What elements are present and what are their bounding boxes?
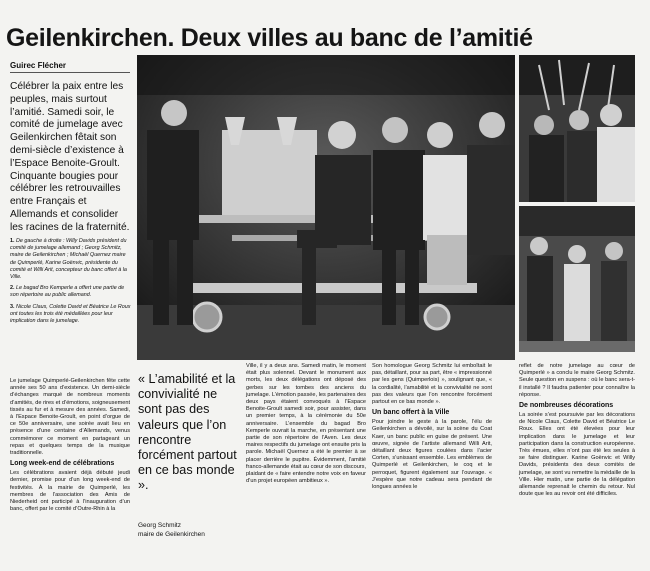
col5-subheading: De nombreuses décorations xyxy=(519,402,614,410)
lead-paragraph: Célébrer la paix entre les peuples, mais surtout l’amitié. Samedi soir, le comité de jumelage avec Geilenkirchen fêtait son demi-siècle d’existence à l’Espace Benoite-Groult. Cinquante bougies pour célébrer les retrouvailles entre Français et Allemands et consolider les racines de la fraternité. xyxy=(10,81,130,233)
byline: Guirec Flécher xyxy=(10,61,130,73)
photo-bench-ceremony-image xyxy=(137,55,515,360)
headline: Geilenkirchen. Deux villes au banc de l’amitié xyxy=(6,23,533,52)
col1-subheading: Long week-end de célébrations xyxy=(10,460,115,468)
pull-quote-author: Georg Schmitz maire de Geilenkirchen xyxy=(138,522,205,538)
col3-paragraph-1: Ville, il y a deux ans. Samedi matin, le moment était plus solennel. Devant le monument aux morts, les deux délégations ont déposé des gerbes sur les tombes des anciens du jumelage. L’émotion passée, les partenaires des deux pays étaient convoqués à l’Espace Benoite-Groult samedi soir, pour assister, dans un premier temps, à la cérémonie du 50e anniversaire. L’ensemble du bagad Bro Kemperle ouvrait la marche, en présentant une partie de son répertoire de l’Aven. Les deux maires respectifs du jumelage ont ensuite pris la parole. Michaël Quernez a été le premier à se placer derrière le pupitre. Évidemment, l’amitié franco-allemande était au cœur de son discours, plaidant de « faire entendre notre voix en faveur d’un projet européen ambitieux ». xyxy=(246,363,367,485)
photo-medals-image xyxy=(519,206,635,352)
photo-captions xyxy=(10,238,132,329)
photo-medals xyxy=(519,206,635,352)
col4-paragraph-2: Pour joindre le geste à la parole, l’élu de Geilenkirchen a dévoilé, sur la scène du Coat Kaer, un banc public en guise de présent. Une œuvre, signée de l’artiste allemand Willi Arit, détaillant deux figures coulées dans l’acier Corten, s’unissant ensemble. Les emblèmes de Quimperlé et Geilenkirchen, le coq et le perroquet, figurent également sur l’ouvrage. « J’espère que notre cadeau sera pendant de longues années le xyxy=(372,419,492,491)
col4-subheading: Un banc offert à la Ville xyxy=(372,409,450,417)
caption-1: 1. De gauche à droite : Willy Davids président du comité de jumelage allemand ; Georg Schmitz, maire de Geilenkirchen ; Michaël Quernez maire de Quimperlé, Karine Goënvic, présidente du comité et Willi Arit, concepteur du banc offert à la Ville. xyxy=(10,238,127,281)
article-column-3 xyxy=(246,363,366,488)
col4-paragraph-1: Son homologue Georg Schmitz lui emboîtait le pas, détaillant, pour sa part, être « impressionné par les gens (Quimperlois) », soulignant que, « la cordialité, l’amabilité et la convivialité ne sont pas des valeurs que l’on rencontre forcément partout en ce bas monde ». xyxy=(372,363,492,406)
article-column-5 xyxy=(519,363,635,501)
photo-bagad-image xyxy=(519,55,635,202)
photo-bench-ceremony xyxy=(137,55,515,360)
caption-2: 2. Le bagad Bro Kemperle a offert une partie de son répertoire au public allemand. xyxy=(10,285,125,299)
photo-bagad xyxy=(519,55,635,202)
col1-paragraph-1: Le jumelage Quimperlé-Geilenkirchen fête cette année ses 50 ans d’existence. Un demi-siècle d’échanges marqué de nombreux moments d’amitiés, de rires et d’émotions, soigneusement tissés au fur et à mesure des années. Samedi, à l’Espace Benoite-Groult, en point d’orgue de ce 50e anniversaire, une soirée avait lieu en présence d’une centaine d’Allemands, venus commémorer ce moment en partageant un repas et quelques temps de la musique traditionnelle. xyxy=(10,378,130,457)
article-column-1 xyxy=(10,378,130,516)
caption-3: 3. Nicole Claus, Colette David et Béatrice Le Roux ont toutes les trois été médaillées pour leur implication dans le jumelage. xyxy=(10,303,131,325)
col5-paragraph-1: reflet de notre jumelage au cœur de Quimperlé » a conclu le maire Georg Schmitz. Seule question en suspens : où le banc sera-t-il installé ? Il faudra patienter pour connaître la réponse. xyxy=(519,363,635,398)
article-column-4 xyxy=(372,363,492,494)
pull-quote: « L’amabilité et la convivialité ne sont pas des valeurs que l’on rencontre forcément partout en ce bas monde ». xyxy=(138,372,237,493)
col1-paragraph-2: Les célébrations avaient déjà débuté jeudi dernier, promise pour d’un long week-end de festivités. À la mairie de Quimperlé, les membres de l’association des Amis de Niederheid ont participé à l’inauguration d’un banc, offert par le comité d’Outre-Rhin à la xyxy=(10,470,130,513)
col5-paragraph-2: La soirée s’est poursuivie par les décorations de Nicole Claus, Colette David et Béatrice Le Roux. Elles ont été élevées pour leur implication dans le jumelage et leur participation dans la construction européenne. Très émues, elles n’ont pas été les seules à se faire distinguer. Karine Goënvic et Willy Davids, présidents des deux comités de jumelage, se sont vu remettre la médaille de la Ville. Hier matin, une partie de la délégation allemande reprenait le chemin du retour. Nul doute que les au revoir ont été difficiles. xyxy=(519,412,635,498)
